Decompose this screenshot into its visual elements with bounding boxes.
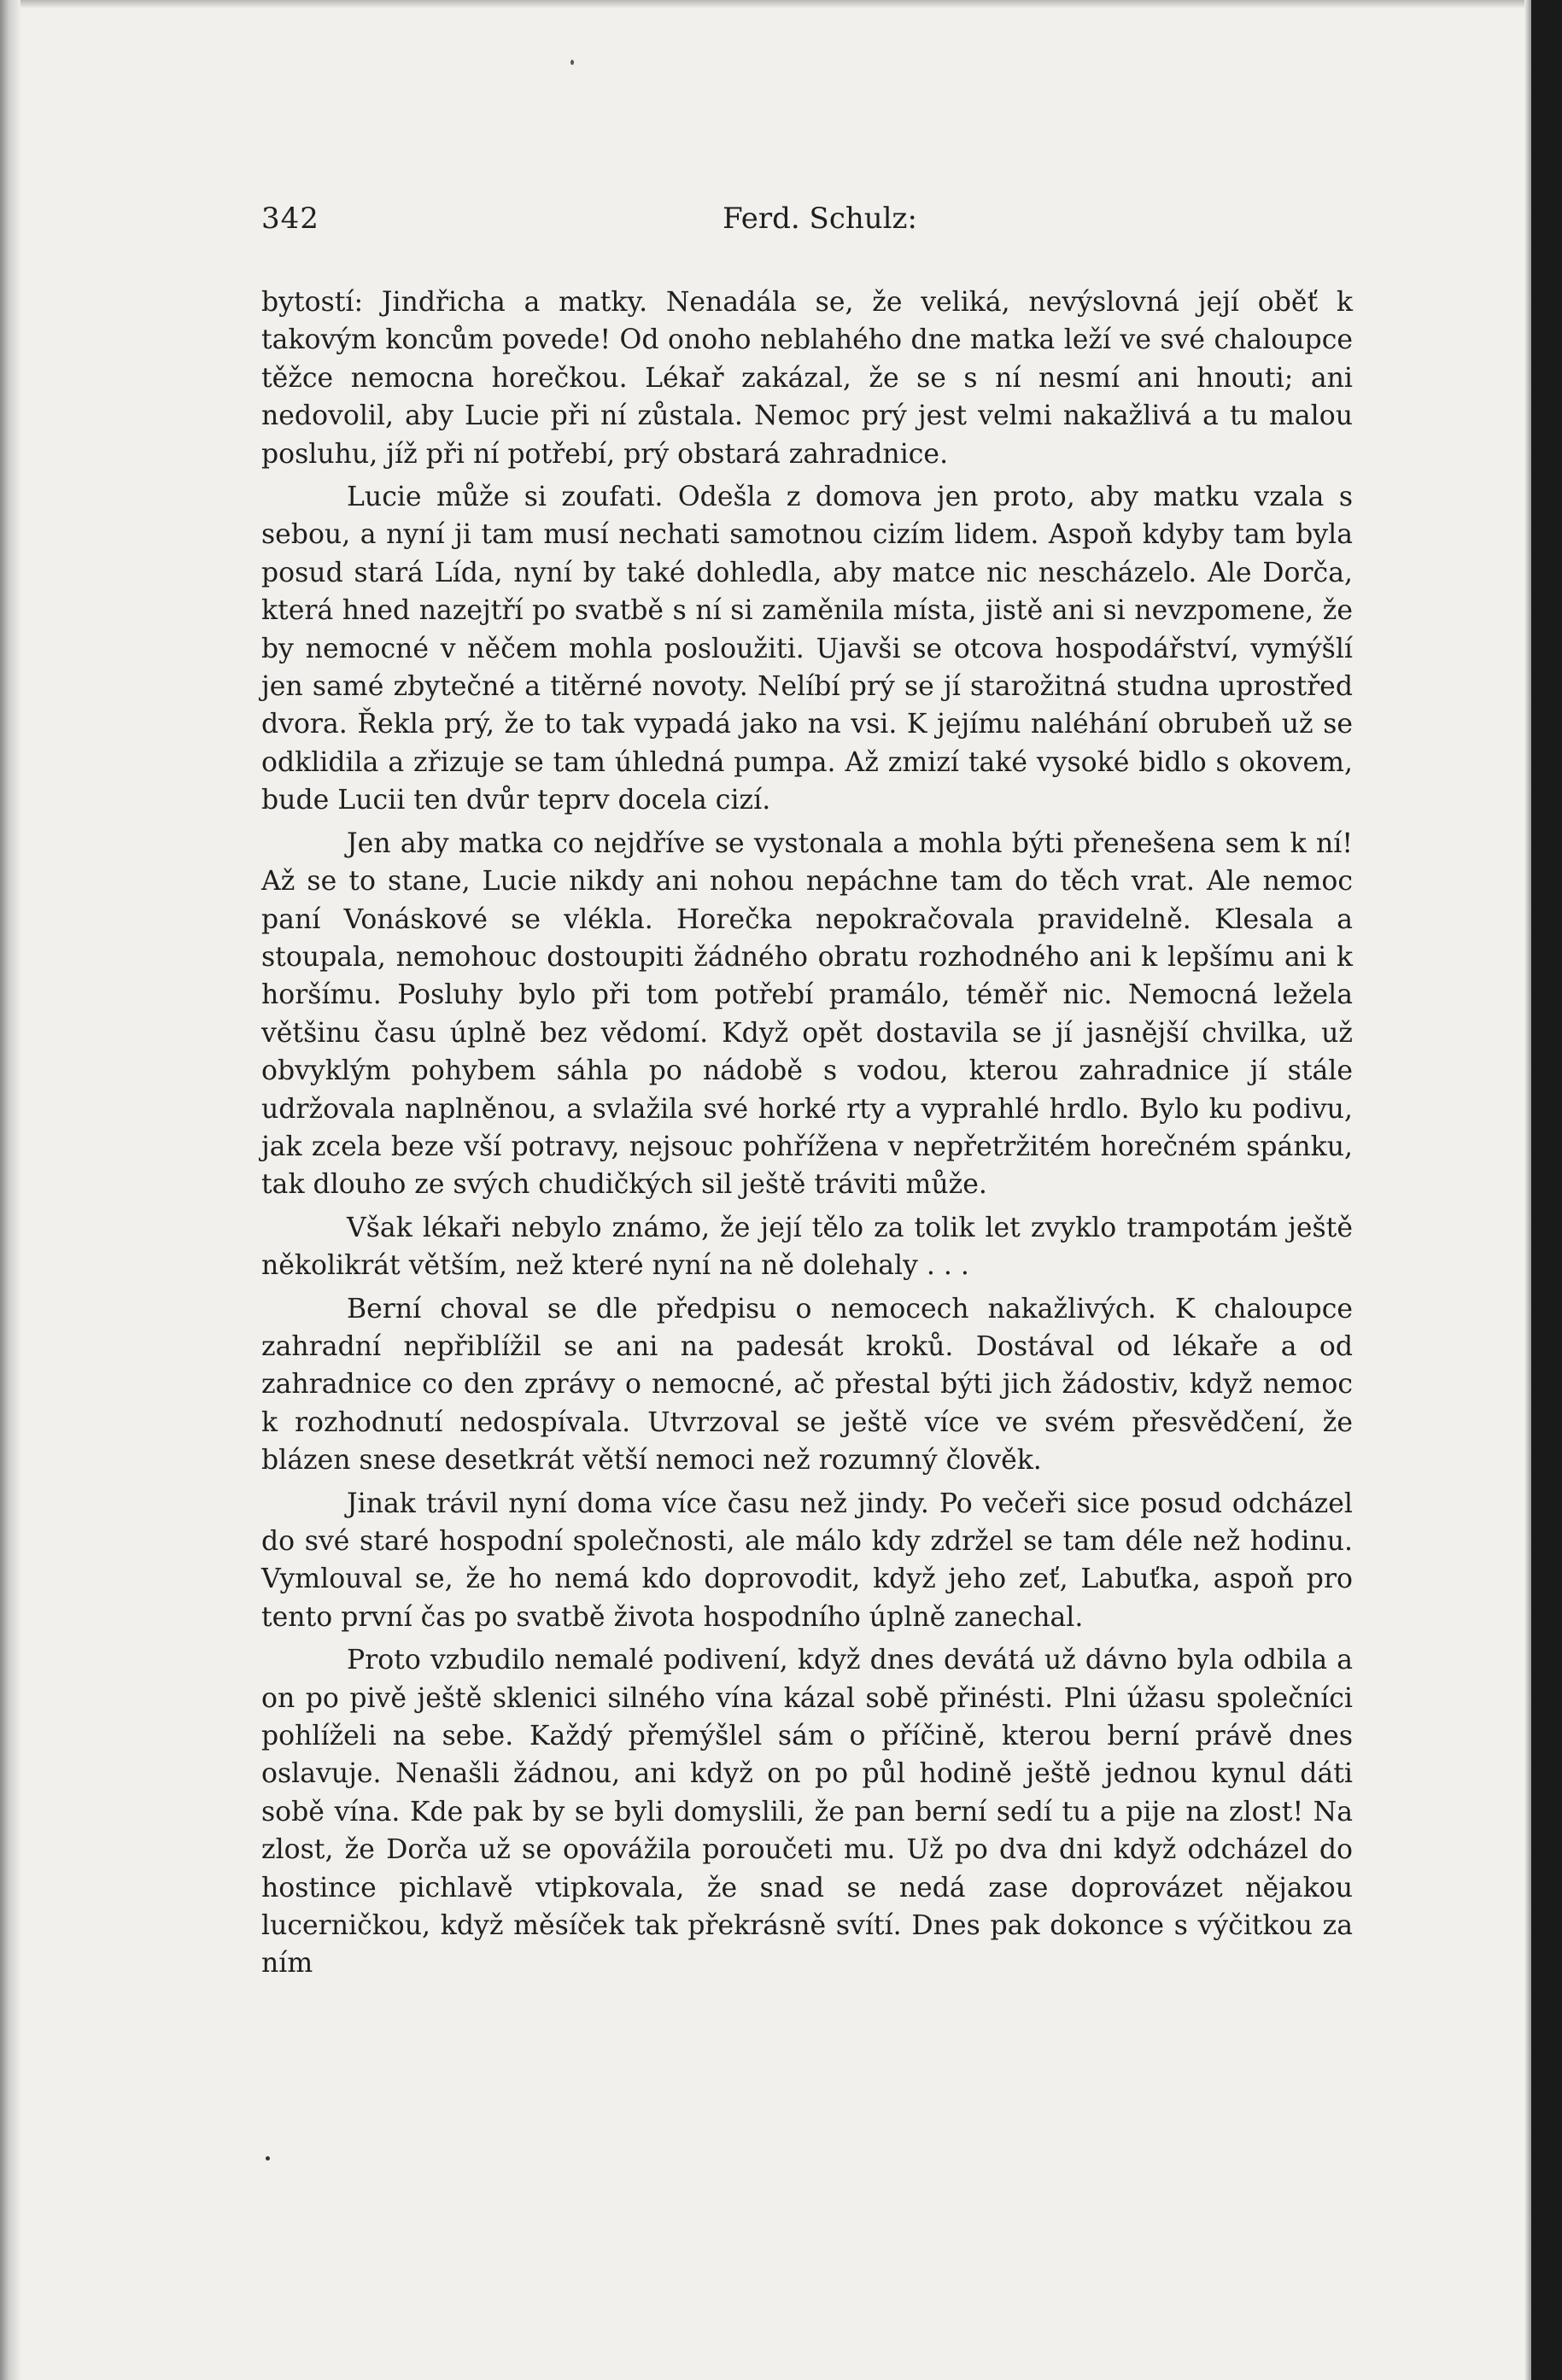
page-header (261, 188, 1353, 239)
paragraph-3: Jen aby matka co nejdříve se vystonala a mohla býti přenešena sem k ní! Až se to stane, Lucie nikdy ani nohou nepáchne tam do těch vrat. Ale nemoc paní Vonáskové se vlékla. Horečka nepokračovala pravidelně. Klesala a stoupala, nemohouc dostoupiti žádného obratu rozhodného ani k lepšímu ani k horšímu. Posluhy bylo při tom potřebí pramálo, téměř nic. Nemocná ležela většinu času úplně bez vědomí. Když opět dostavila se jí jasnější chvilka, už obvyklým pohybem sáhla po nádobě s vodou, kterou zahradnice jí stále udržovala naplněnou, a svlažila své horké rty a vyprahlé hrdlo. Bylo ku podivu, jak zcela beze vší potravy, nejsouc pohřížena v nepřetržitém horečném spánku, tak dlouho ze svých chudičkých sil ještě tráviti může. (261, 827, 1353, 1201)
running-head: Ferd. Schulz: (722, 202, 917, 236)
paragraph-7: Proto vzbudilo nemalé podivení, když dnes devátá už dávno byla odbila a on po pivě ještě sklenici silného vína kázal sobě přinésti. Plni úžasu společníci pohlíželi na sebe. Každý přemýšlel sám o příčině, kterou berní právě dnes oslavuje. Nenašli žádnou, ani když on po půl hodině ještě jednou kynul dáti sobě vína. Kde pak by se byli domyslili, že pan berní sedí tu a pije na zlost! Na zlost, že Dorča už se opovážila poroučeti mu. Už po dva dni když odcházel do hostince pichlavě vtipkovala, že snad se nedá zase doprovázet nějakou lucerničkou, když měsíček tak překrásně svítí. Dnes pak dokonce s výčitkou za ním (261, 1645, 1353, 1979)
paragraph-5: Berní choval se dle předpisu o nemocech nakažlivých. K chaloupce zahradní nepřiblížil se ani na padesát kroků. Dostával od lékaře a od zahradnice co den zprávy o nemocné, ač přestal býti jich žádostiv, když nemoc k rozhodnutí nedospívala. Utvrzoval se ještě více ve svém přesvědčení, že blázen snese desetkrát větší nemoci než rozumný člověk. (261, 1293, 1353, 1477)
ink-dot (266, 2156, 270, 2161)
ink-speck (570, 60, 574, 65)
right-edge-border (1531, 0, 1562, 2380)
page-number: 342 (261, 202, 319, 236)
right-edge-shadow (1524, 0, 1531, 2380)
paragraph-6: Jinak trávil nyní doma více času než jindy. Po večeři sice posud odcházel do své staré hospodní společnosti, ale málo kdy zdržel se tam déle než hodinu. Vymlouval se, že ho nemá kdo doprovodit, když jeho zeť, Labuťka, aspoň pro tento první čas po svatbě života hospodního úplně zanechal. (261, 1488, 1353, 1633)
paragraph-1: bytostí: Jindřicha a matky. Nenadála se, že veliká, nevýslovná její oběť k takovým koncům povede! Od onoho neblahého dne matka leží ve své chaloupce těžce nemocna horečkou. Lékař zakázal, že se s ní nesmí ani hnouti; ani nedovolil, aby Lucie při ní zůstala. Nemoc prý jest velmi nakažlivá a tu malou posluhu, jíž při ní potřebí, prý obstará zahradnice. (261, 287, 1353, 470)
page-top-edge (0, 0, 1562, 9)
binding-shadow (0, 0, 20, 2380)
body-text (261, 284, 1353, 1983)
paragraph-2: Lucie může si zoufati. Odešla z domova jen proto, aby matku vzala s sebou, a nyní ji tam musí nechati samotnou cizím lidem. Aspoň kdyby tam byla posud stará Lída, nyní by také dohledla, aby matce nic nescházelo. Ale Dorča, která hned nazejtří po svatbě s ní si zaměnila místa, jistě ani si nevzpomene, že by nemocné v něčem mohla posloužiti. Ujavši se otcova hospodářství, vymýšlí jen samé zbytečné a titěrné novoty. Nelíbí prý se jí starožitná studna uprostřed dvora. Řekla prý, že to tak vypadá jako na vsi. K jejímu naléhání obrubeň už se odklidila a zřizuje se tam úhledná pumpa. Až zmizí také vysoké bidlo s okovem, bude Lucii ten dvůr teprv docela cizí. (261, 482, 1353, 816)
book-page (261, 188, 1353, 2254)
paragraph-4: Však lékaři nebylo známo, že její tělo za tolik let zvyklo trampotám ještě několikrát větším, než které nyní na ně dolehaly . . . (261, 1212, 1353, 1282)
